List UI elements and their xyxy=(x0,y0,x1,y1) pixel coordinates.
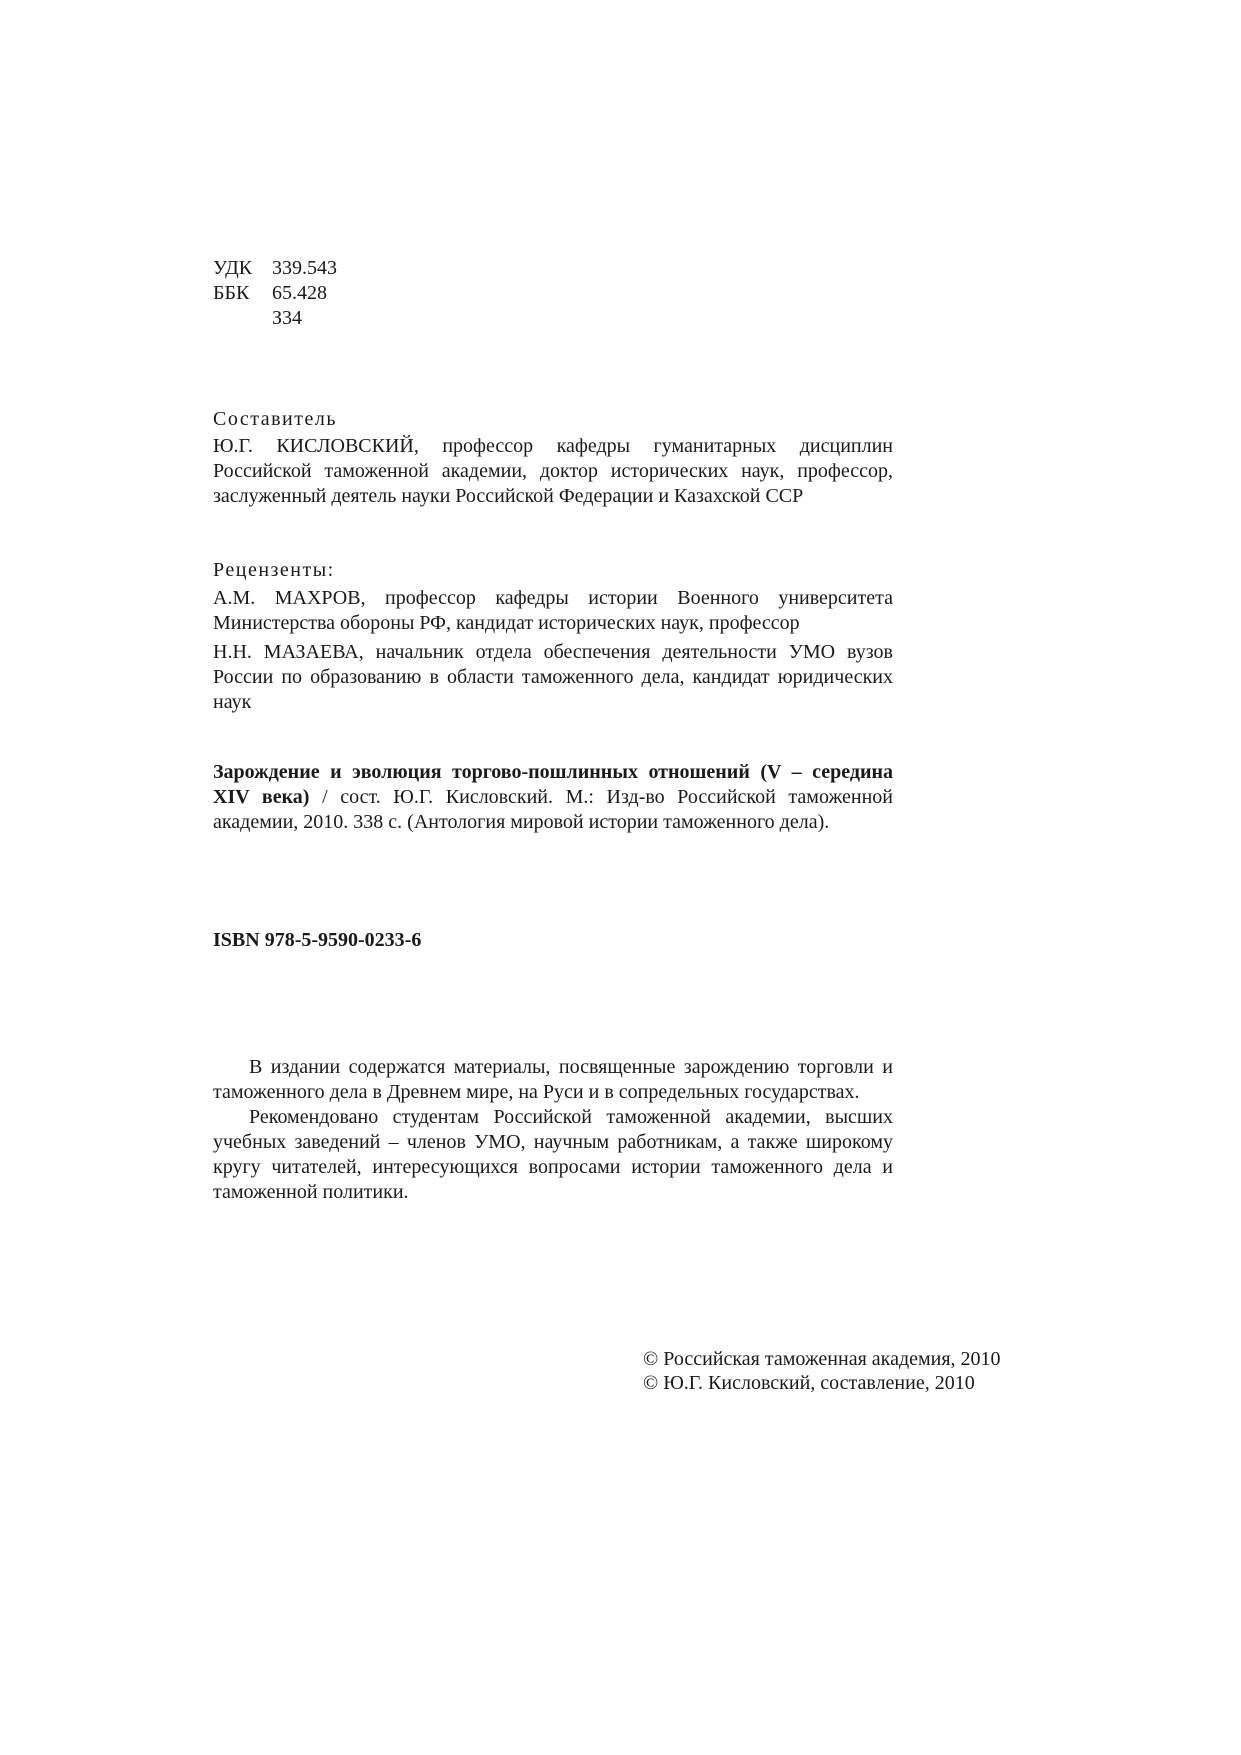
udk-value: 339.543 xyxy=(272,257,337,279)
bbk-row xyxy=(213,281,893,306)
citation-title: Зарождение и эволюция торгово-пошлинных отношений (V – середина XIV века) xyxy=(213,761,893,808)
reviewer-item: Н.Н. МАЗАЕВА, начальник отдела обеспечения деятельности УМО вузов России по образованию в области таможенного дела, кандидат юридических наук xyxy=(213,641,893,713)
isbn: ISBN 978-5-9590-0233-6 xyxy=(213,929,422,951)
bbk-value: 65.428 xyxy=(272,282,327,304)
author-mark: З34 xyxy=(272,307,303,329)
abstract-paragraph: Рекомендовано студентам Российской таможенной академии, высших учебных заведений – членов УМО, научным работникам, а также широкому кругу читателей, интересующихся вопросами истории таможенного дела и таможенной политики. xyxy=(213,1106,893,1203)
copyright-notice xyxy=(643,1347,1043,1395)
abstract-paragraph: В издании содержатся материалы, посвященные зарождению торговли и таможенного дела в Древнем мире, на Руси и в сопредельных государствах. xyxy=(213,1056,893,1103)
reviewers-heading: Рецензенты: xyxy=(213,559,335,581)
citation-details: / сост. Ю.Г. Кисловский. М.: Изд-во Российской таможенной академии, 2010. 338 с. (Антология мировой истории таможенного дела). xyxy=(213,786,893,833)
copyright-line: © Российская таможенная академия, 2010 xyxy=(643,1348,1001,1370)
author-mark-row xyxy=(213,306,893,331)
copyright-line: © Ю.Г. Кисловский, составление, 2010 xyxy=(643,1372,975,1394)
abstract xyxy=(213,1055,893,1205)
classification-codes xyxy=(213,256,893,331)
bbk-label: ББК xyxy=(213,282,250,304)
bibliographic-citation xyxy=(213,760,893,835)
udk-row xyxy=(213,256,893,281)
compiler-text: Ю.Г. КИСЛОВСКИЙ, профессор кафедры гуманитарных дисциплин Российской таможенной академии, доктор исторических наук, профессор, заслуженный деятель науки Российской Федерации и Казахской ССР xyxy=(213,435,893,507)
compiler-heading: Составитель xyxy=(213,408,337,430)
reviewer-item: А.М. МАХРОВ, профессор кафедры истории Военного университета Министерства обороны РФ, кандидат исторических наук, профессор xyxy=(213,587,893,634)
udk-label: УДК xyxy=(213,257,253,279)
